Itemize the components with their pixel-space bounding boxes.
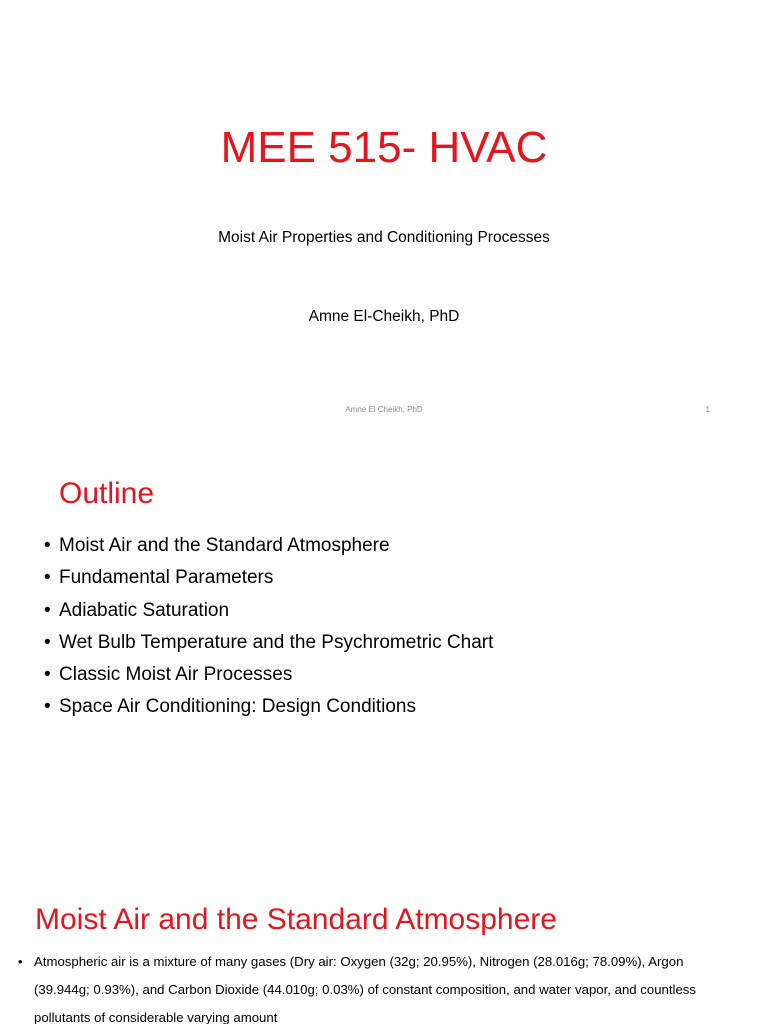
bullet-icon: •: [44, 631, 51, 653]
bullet-paragraph: [18, 948, 738, 1024]
bullet-icon: •: [44, 567, 51, 589]
author-name: Amne El-Cheikh, PhD: [308, 308, 460, 325]
slide-3: [0, 880, 768, 1024]
outline-item: [44, 659, 493, 691]
outline-item-label: Adiabatic Saturation: [59, 599, 230, 621]
bullet-text: Atmospheric air is a mixture of many gases (Dry air: Oxygen (32g; 20.95%), Nitrogen (28.016g; 78.09%), Argon (39.944g; 0.93%), and Carbon Dioxide (44.010g; 0.03%) of constant composition, and water vapor, and countless pollutants of considerable varying amount: [34, 954, 696, 1024]
bullet-icon: •: [18, 954, 23, 969]
outline-item-label: Space Air Conditioning: Design Conditions: [59, 696, 416, 718]
slide-subtitle: Moist Air Properties and Conditioning Processes: [218, 229, 550, 246]
slide-footer: Amne El Cheikh, PhD: [345, 405, 423, 414]
outline-item: [44, 627, 493, 659]
page-number: 1: [705, 405, 710, 414]
outline-list: [44, 530, 493, 724]
bullet-icon: •: [44, 535, 51, 556]
outline-item-label: Moist Air and the Standard Atmosphere: [59, 535, 390, 556]
outline-item: [44, 691, 493, 723]
outline-item-label: Classic Moist Air Processes: [59, 664, 293, 686]
slide-title: MEE 515- HVAC: [220, 123, 548, 172]
outline-item-label: Wet Bulb Temperature and the Psychrometric Chart: [59, 631, 494, 653]
outline-title: Outline: [59, 477, 155, 510]
outline-item: [44, 562, 493, 594]
bullet-icon: •: [44, 696, 51, 718]
outline-item-label: Fundamental Parameters: [59, 567, 274, 589]
slide-2: [0, 452, 768, 876]
outline-item: [44, 595, 493, 627]
section-title: Moist Air and the Standard Atmosphere: [35, 903, 557, 936]
outline-item: [44, 530, 493, 562]
bullet-icon: •: [44, 664, 51, 686]
slide-1: [0, 0, 768, 432]
bullet-icon: •: [44, 599, 51, 621]
